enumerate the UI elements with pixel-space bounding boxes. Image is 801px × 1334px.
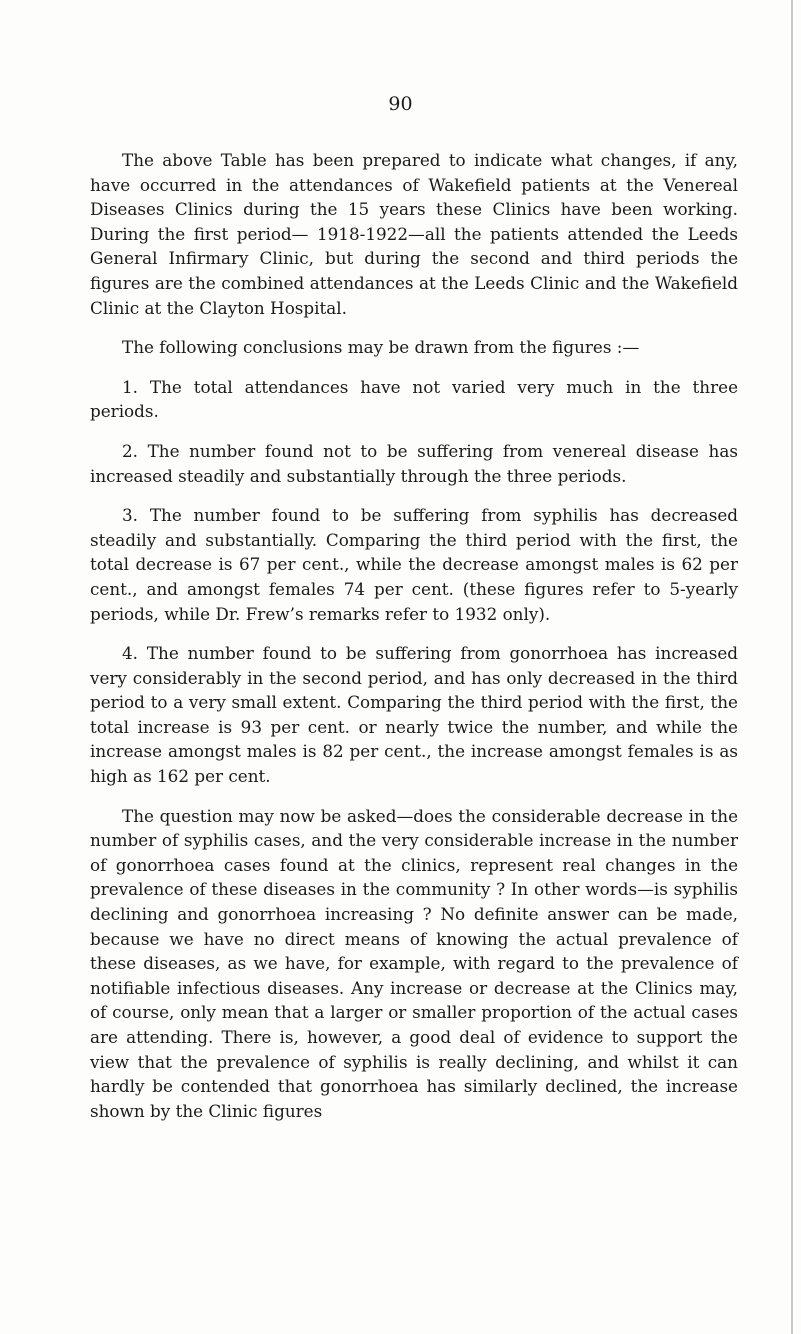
paragraph-intro: The above Table has been prepared to indicate what changes, if any, have occurred in the attendances of Wakefield patients at the Venereal Diseases Clinics during the 15 years these Clinics have been working. During the first period— 1918-1922—all the patients attended the Leeds General Infirmary Clinic, but during the second and third periods the figures are the combined attendances at the Leeds Clinic and the Wakefield Clinic at the Clayton Hospital.: [90, 150, 738, 318]
body-text: [90, 148, 738, 1138]
paragraph-question: The question may now be asked—does the considerable decrease in the number of syphilis cases, and the very considerable increase in the number of gonorrhoea cases found at the clinics, represent real changes in the prevalence of these diseases in the community ? In other words—is syphilis declining and gonorrhoea increasing ? No definite answer can be made, because we have no direct means of knowing the actual prevalence of these diseases, as we have, for example, with regard to the prevalence of notifiable infectious diseases. Any increase or decrease at the Clinics may, of course, only mean that a larger or smaller proportion of the actual cases are attending. There is, however, a good deal of evidence to support the view that the prevalence of syphilis is really declining, and whilst it can hardly be contended that gonorrhoea has similarly declined, the increase shown by the Clinic figures: [90, 805, 738, 1121]
paragraph-conclusions-lead: The following conclusions may be drawn from the figures :—: [122, 337, 640, 358]
paragraph-conclusion-1: 1. The total attendances have not varied very much in the three periods.: [90, 376, 738, 422]
page-number: 90: [388, 93, 413, 115]
paragraph-conclusion-3: 3. The number found to be suffering from syphilis has decreased steadily and substantially. Comparing the third period with the first, the total decrease is 67 per cent., while the decrease amongst males is 62 per cent., and amongst females 74 per cent. (these figures refer to 5-yearly periods, while Dr. Frew’s remarks refer to 1932 only).: [90, 505, 738, 624]
page-edge-line: [791, 0, 793, 1334]
paragraph-conclusion-2: 2. The number found not to be suffering from venereal disease has increased steadily and substantially through the three periods.: [90, 440, 738, 486]
paragraph-conclusion-4: 4. The number found to be suffering from gonorrhoea has increased very considerably in the second period, and has only decreased in the third period to a very small extent. Comparing the third period with the first, the total increase is 93 per cent. or nearly twice the number, and while the increase amongst males is 82 per cent., the increase amongst females is as high as 162 per cent.: [90, 643, 738, 787]
